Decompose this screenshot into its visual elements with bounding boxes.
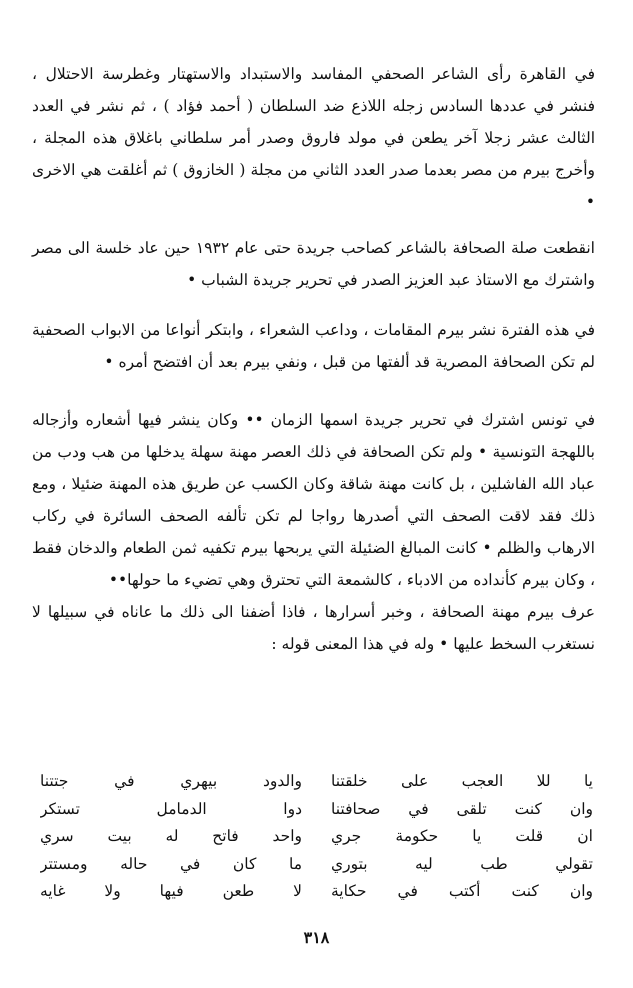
poem-verse [40,823,593,851]
poem-verse [40,796,593,824]
poem-second-hemistich: واحد فاتح له بيت سري [40,827,302,845]
poem-verse [40,851,593,879]
poem-second-hemistich: ما كان في حاله ومستتر [40,854,302,873]
poem-second-hemistich: دوا الدمامل تستكر [40,799,302,818]
poem-first-hemistich: وان كنت أكتب في حكاية [331,882,593,900]
poem-block [40,768,593,906]
poem-first-hemistich: ان قلت يا حكومة جري [331,827,593,845]
paragraph-maqamat: في هذه الفترة نشر بيرم المقامات ، وداعب الشعراء ، وابتكر أنواعا من الابواب الصحفية لم تكن الصحافة المصرية قد ألفتها من قبل ، ونفي بيرم بعد أن افتضح أمره • [32,321,595,371]
paragraph-profession: عرف بيرم مهنة الصحافة ، وخبر أسرارها ، فاذا أضفنا الى ذلك ما عاناه في سبيلها لا نستغرب السخط عليها • وله في هذا المعنى قوله : [32,603,595,653]
paragraph-tunis: في تونس اشترك في تحرير جريدة اسمها الزمان •• وكان ينشر فيها أشعاره وأزجاله باللهجة التونسية • ولم تكن الصحافة في ذلك العصر مهنة سهلة يدخلها من هب ودب من عباد الله الفاشلين ، بل كانت مهنة شاقة وكان الكسب عن طريق هذه المهنة ضئيلا ، ومع ذلك فقد لاقت الصحف التي أصدرها رواجا لم تكن تألفه الصحف السائرة في ركاب الارهاب والظلم • كانت المبالغ الضئيلة التي يربحها بيرم تكفيه ثمن الطعام والدخان فقط ، وكان بيرم كأنداده من الادباء ، كالشمعة التي تحترق وهي تضيء ما حولها•• [32,411,595,589]
paragraph-1932: انقطعت صلة الصحافة بالشاعر كصاحب جريدة حتى عام ١٩٣٢ حين عاد خلسة الى مصر واشترك مع الاستاذ عبد العزيز الصدر في تحرير جريدة الشباب • [32,239,595,289]
page-number: ٣١٨ [303,928,330,947]
paragraph-cairo: في القاهرة رأى الشاعر الصحفي المفاسد والاستبداد والاستهتار وغطرسة الاحتلال ، فنشر في عددها السادس زجله اللاذع ضد السلطان ( أحمد فؤاد ) ، ثم نشر في العدد الثالث عشر زجلا آخر يطعن في مولد فاروق وصدر أمر سلطاني باغلاق هذه المجلة ، وأخرج بيرم من مصر بعدما صدر العدد الثاني من مجلة ( الخازوق ) ثم أغلقت هي الاخرى • [32,65,595,211]
poem-second-hemistich: والدود بيهري في جتتنا [40,772,302,790]
body-text [32,58,595,660]
poem-first-hemistich: يا للا العجب على خلقتنا [331,772,593,790]
poem-verse [40,768,593,796]
poem-second-hemistich: لا طعن فيها ولا غايه [40,882,302,900]
poem-verse [40,878,593,906]
poem-first-hemistich: وان كنت تلقى في صحافتنا [331,799,593,818]
poem-first-hemistich: تقولي طب ليه بتوري [331,854,593,873]
